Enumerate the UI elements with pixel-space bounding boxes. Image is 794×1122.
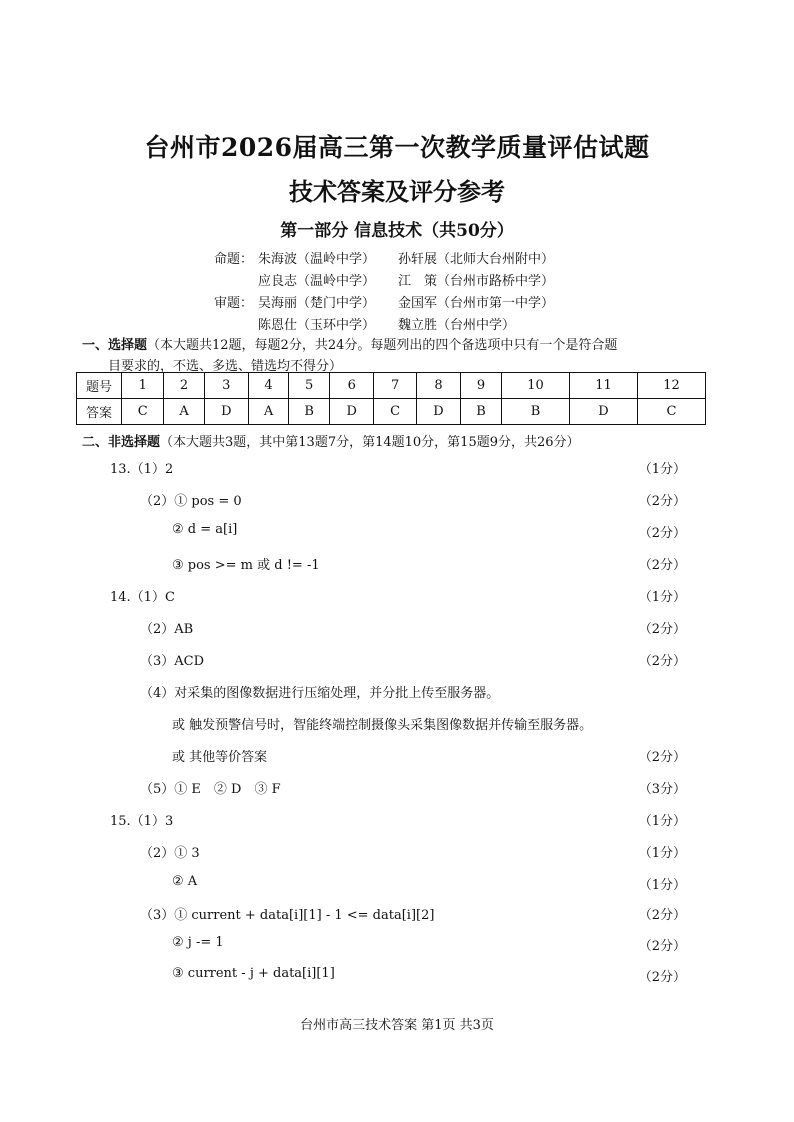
score-label: （1分）: [638, 878, 686, 893]
section1-note-cont: 目要求的，不选、多选、错选均不得分）: [108, 359, 343, 374]
table-cell: A: [164, 399, 204, 425]
answer-line: （2）① 3: [140, 846, 200, 861]
reviewer-name: 吴海丽（楚门中学）: [258, 296, 376, 311]
part-heading: 第一部分 信息技术（共50分）: [280, 221, 514, 241]
table-cell: 5: [289, 373, 330, 399]
answer-line: （3）① current + data[i][1] - 1 <= data[i][2]: [140, 908, 435, 923]
author-role: 命题：: [214, 252, 254, 267]
reviewer-name: 金国军（台州市第一中学）: [398, 296, 555, 311]
table-cell: B: [461, 399, 502, 425]
table-cell: 3: [204, 373, 248, 399]
answer-line: （5）① E ② D ③ F: [140, 782, 281, 797]
score-label: （2分）: [638, 654, 686, 669]
author-name: 江 策（台州市路桥中学）: [398, 274, 555, 289]
answer-line: 15.（1）3: [110, 814, 174, 829]
author-name: 孙轩展（北师大台州附中）: [398, 252, 555, 267]
page-footer: 台州市高三技术答案 第1页 共3页: [300, 1018, 494, 1033]
score-label: （2分）: [638, 908, 686, 923]
answer-line: ② d = a[i]: [172, 522, 238, 537]
answer-line: （4）对采集的图像数据进行压缩处理，并分批上传至服务器。: [140, 686, 500, 701]
table-cell: D: [416, 399, 460, 425]
table-cell: D: [204, 399, 248, 425]
section1-title: 一、选择题: [82, 338, 148, 353]
table-cell: B: [289, 399, 330, 425]
reviewer-name: 陈恩仕（玉环中学）: [258, 318, 376, 333]
answer-line: ② A: [172, 874, 198, 889]
reviewer-role: 审题：: [214, 296, 254, 311]
score-label: （2分）: [638, 939, 686, 954]
score-label: （2分）: [638, 750, 686, 765]
table-cell: 9: [461, 373, 502, 399]
answer-line: 14.（1）C: [110, 590, 175, 605]
answer-line: （2）AB: [140, 622, 194, 637]
author-name: 朱海波（温岭中学）: [258, 252, 376, 267]
author-name: 应良志（温岭中学）: [258, 274, 376, 289]
reviewer-name: 魏立胜（台州中学）: [398, 318, 516, 333]
table-cell: D: [569, 399, 637, 425]
table-header-cell: 答案: [77, 399, 122, 425]
table-cell: C: [374, 399, 416, 425]
score-label: （1分）: [638, 846, 686, 861]
answer-line: （2）① pos = 0: [140, 494, 242, 509]
section2-note: （本大题共3题，其中第13题7分，第14题10分，第15题9分，共26分）: [160, 435, 580, 450]
section2-heading: [82, 431, 580, 450]
table-cell: 12: [637, 373, 705, 399]
score-label: （1分）: [638, 462, 686, 477]
score-label: （1分）: [638, 590, 686, 605]
table-cell: B: [502, 399, 570, 425]
table-cell: 2: [164, 373, 204, 399]
table-cell: 11: [569, 373, 637, 399]
answer-line: 或 其他等价答案: [172, 750, 268, 765]
table-header-cell: 题号: [77, 373, 122, 399]
table-cell: 7: [374, 373, 416, 399]
answer-line: （3）ACD: [140, 654, 205, 669]
answer-line: 或 触发预警信号时，智能终端控制摄像头采集图像数据并传输至服务器。: [172, 718, 593, 733]
answer-line: ③ pos >= m 或 d != -1: [172, 558, 320, 573]
document-subtitle: 技术答案及评分参考: [289, 177, 505, 206]
answer-line: 13.（1）2: [110, 462, 174, 477]
section1-heading: [82, 334, 617, 353]
answer-line: ② j -= 1: [172, 935, 224, 950]
section1-note: （本大题共12题，每题2分，共24分。每题列出的四个备选项中只有一个是符合题: [147, 338, 618, 353]
table-cell: A: [248, 399, 288, 425]
table-cell: C: [122, 399, 164, 425]
table-cell: C: [637, 399, 705, 425]
table-row-numbers: [77, 373, 706, 399]
score-label: （2分）: [638, 494, 686, 509]
table-cell: 6: [330, 373, 374, 399]
score-label: （2分）: [638, 970, 686, 985]
score-label: （1分）: [638, 814, 686, 829]
table-cell: D: [330, 399, 374, 425]
table-cell: 4: [248, 373, 288, 399]
score-label: （2分）: [638, 526, 686, 541]
score-label: （3分）: [638, 782, 686, 797]
table-row-answers: [77, 399, 706, 425]
score-label: （2分）: [638, 558, 686, 573]
table-cell: 8: [416, 373, 460, 399]
answer-table: [76, 372, 706, 425]
score-label: （2分）: [638, 622, 686, 637]
document-title: 台州市2026届高三第一次教学质量评估试题: [144, 133, 650, 162]
table-cell: 1: [122, 373, 164, 399]
answer-line: ③ current - j + data[i][1]: [172, 966, 335, 981]
section2-title: 二、非选择题: [82, 435, 161, 450]
table-cell: 10: [502, 373, 570, 399]
